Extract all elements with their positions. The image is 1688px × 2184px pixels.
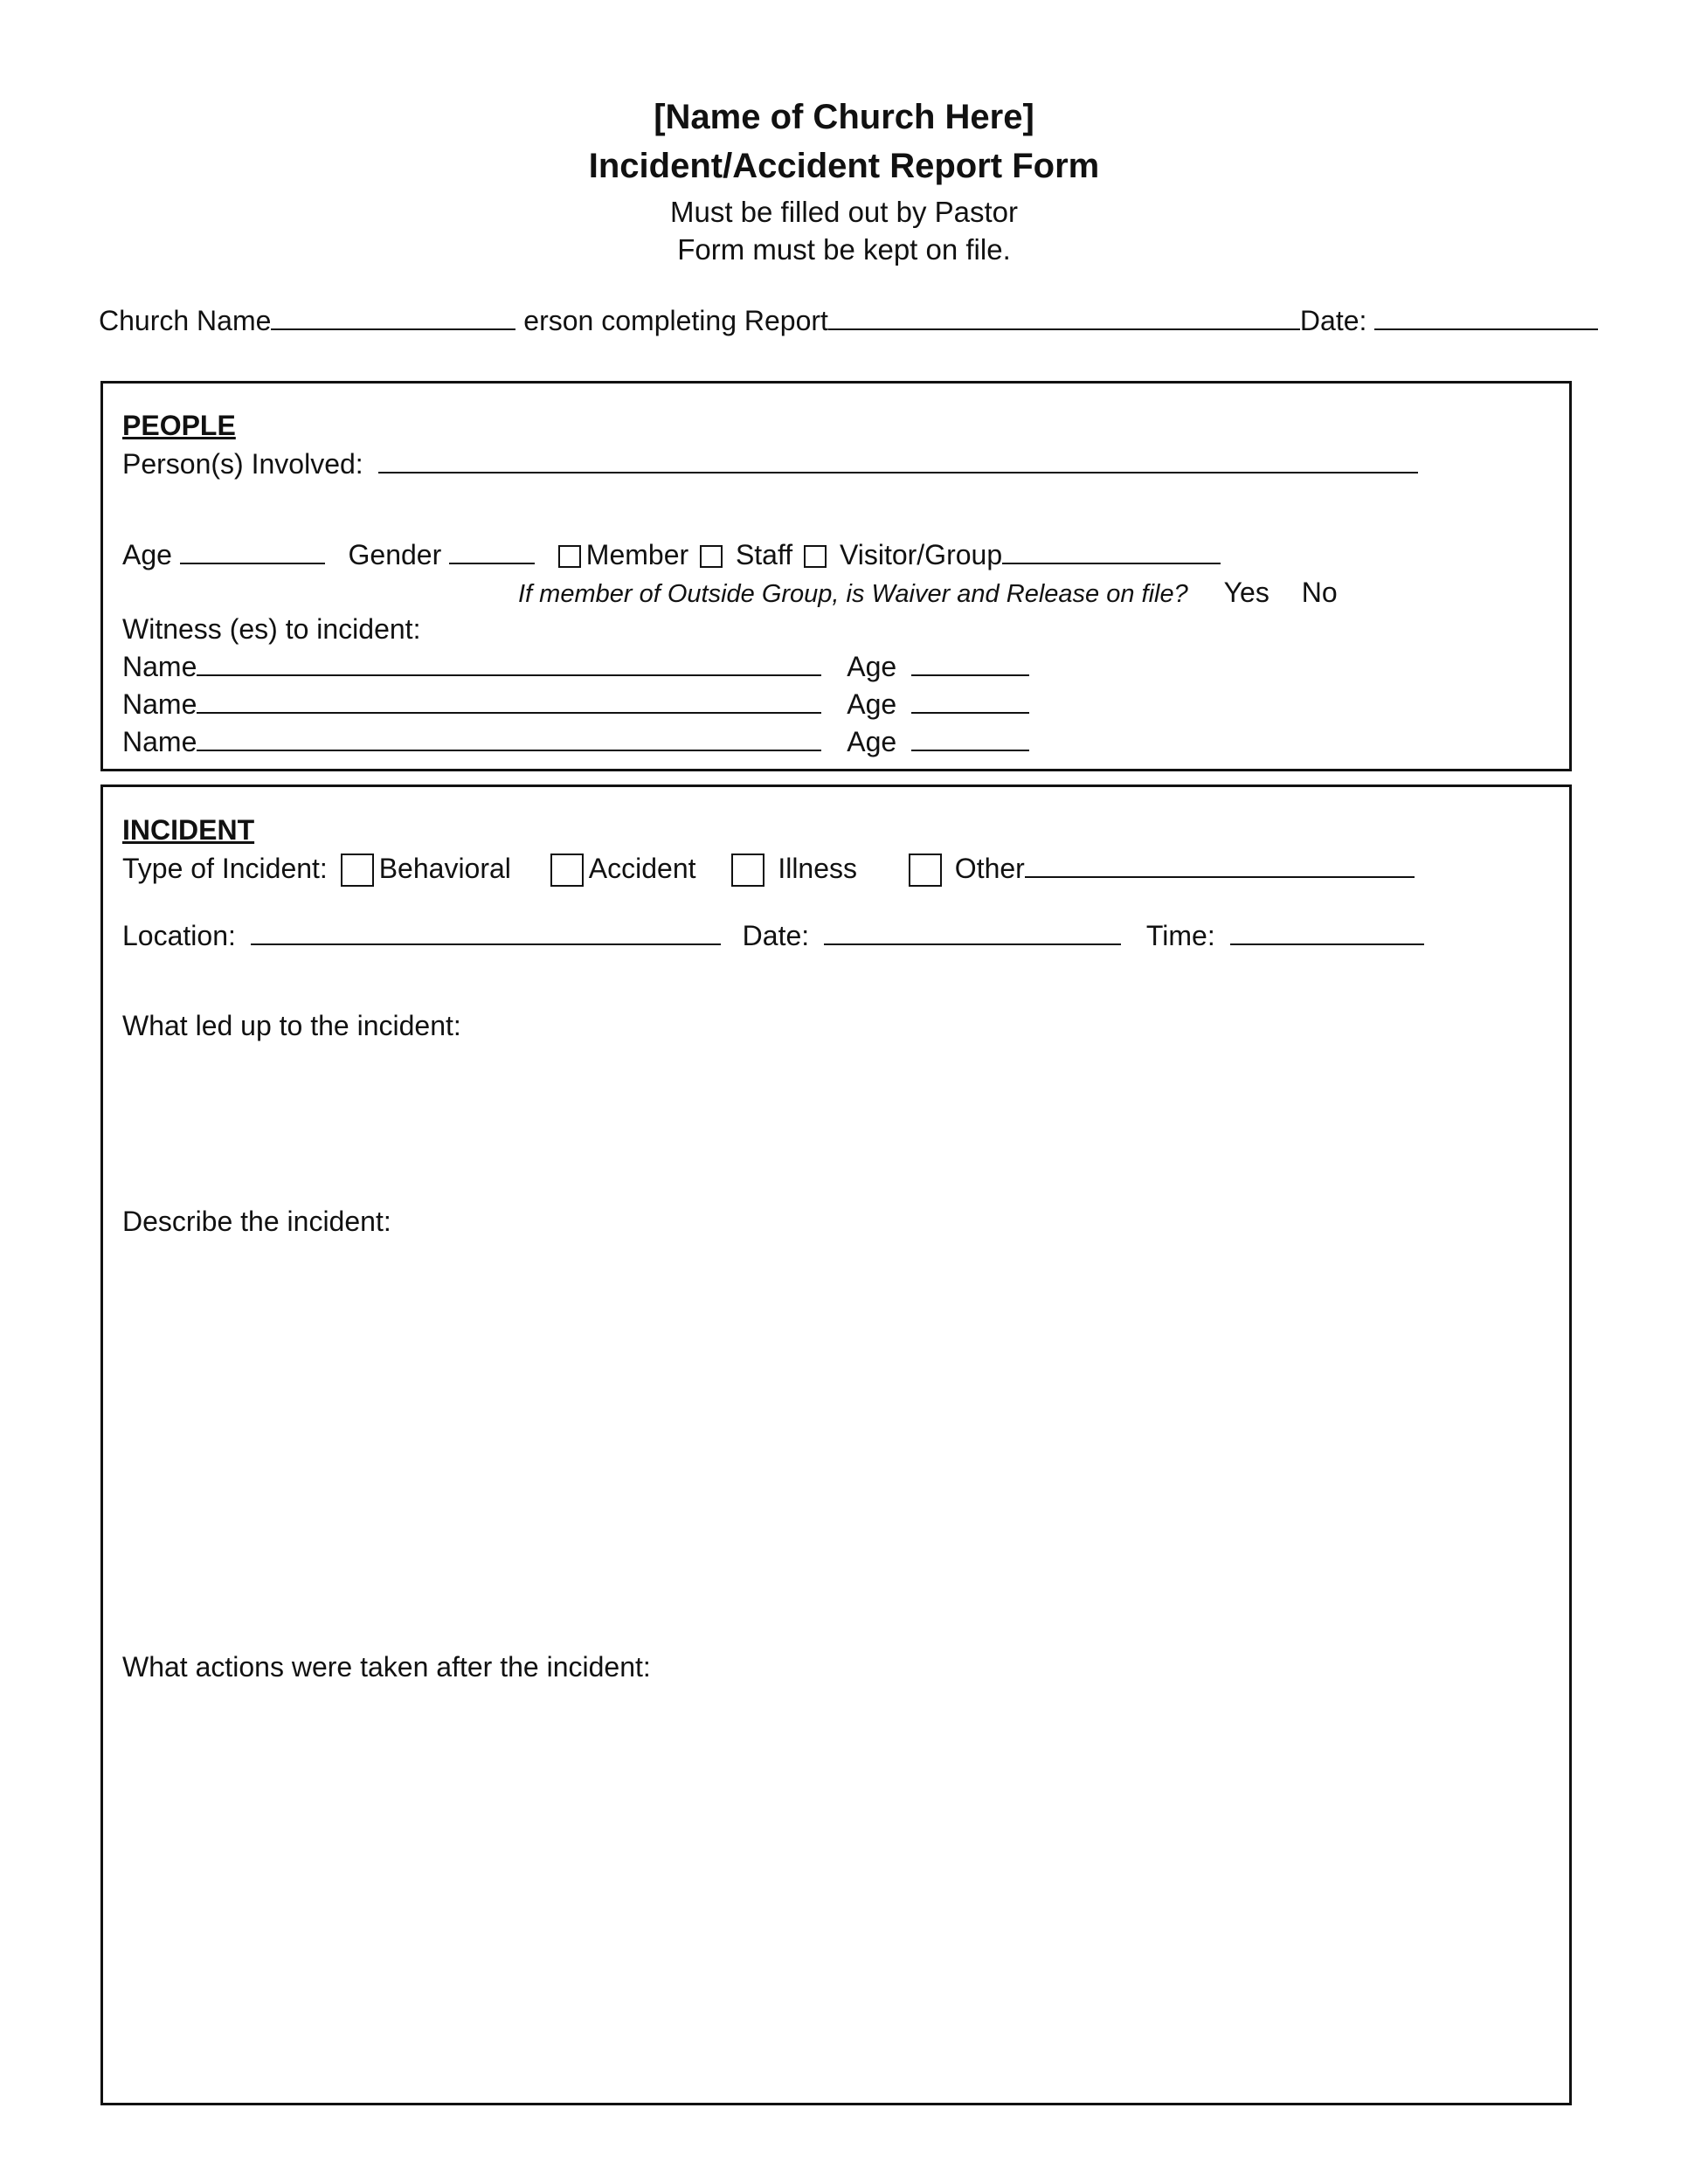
age-field[interactable] (180, 536, 325, 564)
location-row (122, 917, 1424, 953)
church-name-placeholder: [Name of Church Here] (654, 98, 1034, 136)
witness-name-label: Name (122, 688, 197, 720)
witness-name-label: Name (122, 651, 197, 682)
member-label: Member (585, 539, 689, 570)
church-name-label: Church Name (99, 305, 272, 336)
church-name-field[interactable] (271, 302, 515, 330)
incident-type-label: Type of Incident: (122, 853, 328, 884)
witness-age-field[interactable] (911, 648, 1029, 676)
witness-name-label: Name (122, 726, 197, 757)
waiver-question: If member of Outside Group, is Waiver and Release on file? (518, 580, 1188, 608)
other-label: Other (954, 853, 1025, 884)
location-field[interactable] (251, 917, 721, 945)
witness-age-label: Age (847, 688, 897, 720)
incident-date-field[interactable] (824, 917, 1121, 945)
staff-label: Staff (735, 539, 793, 570)
waiver-yes-option[interactable]: Yes (1223, 577, 1269, 608)
location-label: Location: (122, 920, 236, 951)
describe-area[interactable] (122, 1244, 1546, 1646)
staff-checkbox[interactable] (700, 545, 723, 568)
witness-name-field[interactable] (197, 648, 821, 676)
illness-checkbox[interactable] (731, 854, 764, 887)
actions-area[interactable] (122, 1690, 1546, 2091)
actions-label: What actions were taken after the incident: (122, 1651, 651, 1683)
church-name-row (99, 302, 1598, 338)
gender-field[interactable] (449, 536, 535, 564)
member-checkbox[interactable] (558, 545, 581, 568)
form-note-file: Form must be kept on file. (677, 233, 1011, 266)
form-note-pastor: Must be filled out by Pastor (669, 196, 1019, 228)
led-up-area[interactable] (122, 1048, 1546, 1197)
witness-age-label: Age (847, 651, 897, 682)
accident-label: Accident (588, 853, 696, 884)
persons-involved-label: Person(s) Involved: (122, 448, 363, 480)
witness-row (122, 723, 1029, 759)
incident-date-label: Date: (742, 920, 810, 951)
visitor-group-label: Visitor/Group (839, 539, 1003, 570)
age-label: Age (122, 539, 172, 570)
waiver-no-option[interactable]: No (1301, 577, 1338, 608)
witness-row (122, 648, 1029, 684)
incident-heading: INCIDENT (122, 814, 255, 846)
other-field[interactable] (1025, 850, 1415, 878)
witness-label: Witness (es) to incident: (122, 613, 421, 645)
witness-age-field[interactable] (911, 723, 1029, 751)
witness-age-field[interactable] (911, 686, 1029, 714)
report-date-field[interactable] (1374, 302, 1598, 330)
accident-checkbox[interactable] (550, 854, 584, 887)
waiver-row (518, 575, 1338, 612)
incident-time-label: Time: (1145, 920, 1215, 951)
witness-name-field[interactable] (197, 723, 821, 751)
behavioral-checkbox[interactable] (341, 854, 374, 887)
incident-time-field[interactable] (1230, 917, 1424, 945)
report-date-label: Date: (1299, 305, 1367, 336)
witness-age-label: Age (847, 726, 897, 757)
describe-label: Describe the incident: (122, 1206, 391, 1237)
witness-name-field[interactable] (197, 686, 821, 714)
person-completing-field[interactable] (828, 302, 1300, 330)
illness-label: Illness (778, 853, 858, 884)
visitor-checkbox[interactable] (804, 545, 827, 568)
persons-involved-field[interactable] (378, 446, 1418, 473)
persons-involved-row (122, 446, 1418, 481)
other-checkbox[interactable] (909, 854, 942, 887)
form-title: Incident/Accident Report Form (588, 147, 1100, 185)
people-heading: PEOPLE (122, 410, 236, 441)
witness-row (122, 686, 1029, 722)
gender-label: Gender (348, 539, 442, 570)
person-details-row (122, 536, 1221, 572)
incident-type-row (122, 850, 1415, 887)
person-completing-label: erson completing Report (523, 305, 828, 336)
behavioral-label: Behavioral (378, 853, 511, 884)
visitor-group-field[interactable] (1002, 536, 1221, 564)
led-up-label: What led up to the incident: (122, 1010, 461, 1041)
